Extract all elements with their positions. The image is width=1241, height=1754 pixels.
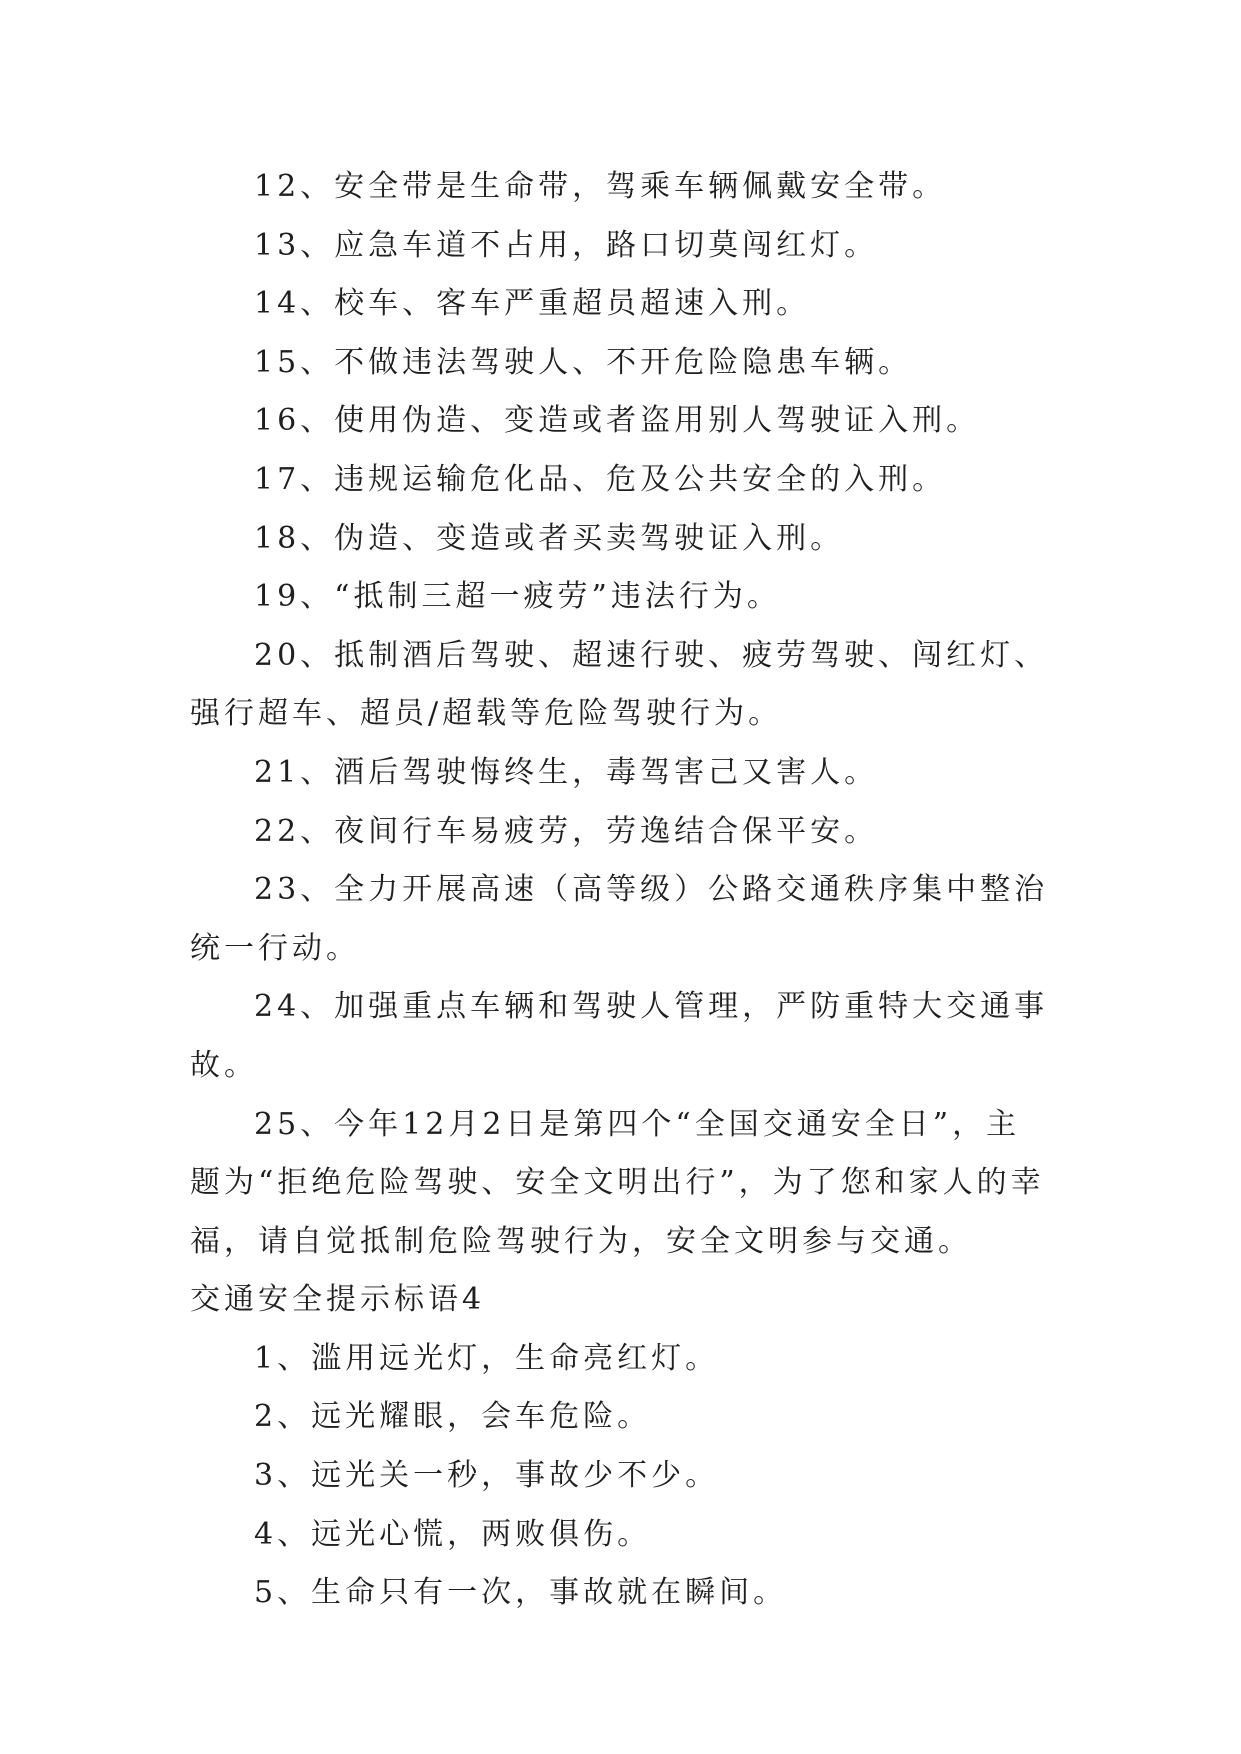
section-line: 4、远光心慌，两败俱伤。 (254, 1516, 652, 1552)
section-heading: 交通安全提示标语4 (190, 1282, 486, 1318)
section-line: 1、滥用远光灯，生命亮红灯。 (254, 1340, 720, 1376)
document-body (190, 158, 1052, 1623)
section-line: 5、生命只有一次，事故就在瞬间。 (254, 1575, 788, 1611)
slogan-line: 23、全力开展高速（高等级）公路交通秩序集中整治统一行动。 (190, 872, 1049, 966)
slogan-line: 14、校车、客车严重超员超速入刑。 (254, 286, 811, 322)
section-line: 3、远光关一秒，事故少不少。 (254, 1458, 720, 1494)
slogan-line: 24、加强重点车辆和驾驶人管理，严防重特大交通事故。 (190, 989, 1049, 1083)
section-line: 2、远光耀眼，会车危险。 (254, 1399, 652, 1435)
slogan-line: 13、应急车道不占用，路口切莫闯红灯。 (254, 227, 879, 263)
slogan-line: 17、违规运输危化品、危及公共安全的入刑。 (254, 461, 947, 497)
slogan-line: 15、不做违法驾驶人、不开危险隐患车辆。 (254, 344, 913, 380)
slogan-line: 25、今年12月2日是第四个“全国交通安全日”，主题为“拒绝危险驾驶、安全文明出行”，为了您和家人的幸福，请自觉抵制危险驾驶行为，安全文明参与交通。 (190, 1106, 1045, 1259)
slogan-line: 19、“抵制三超一疲劳”违法行为。 (254, 579, 781, 615)
slogan-line: 12、安全带是生命带，驾乘车辆佩戴安全带。 (254, 169, 947, 204)
slogan-line: 18、伪造、变造或者买卖驾驶证入刑。 (254, 520, 845, 556)
slogan-line: 16、使用伪造、变造或者盗用别人驾驶证入刑。 (254, 403, 981, 439)
slogan-line: 22、夜间行车易疲劳，劳逸结合保平安。 (254, 813, 879, 849)
slogan-line: 21、酒后驾驶悔终生，毒驾害己又害人。 (254, 754, 879, 790)
slogan-line: 20、抵制酒后驾驶、超速行驶、疲劳驾驶、闯红灯、强行超车、超员/超载等危险驾驶行为。 (190, 637, 1049, 732)
